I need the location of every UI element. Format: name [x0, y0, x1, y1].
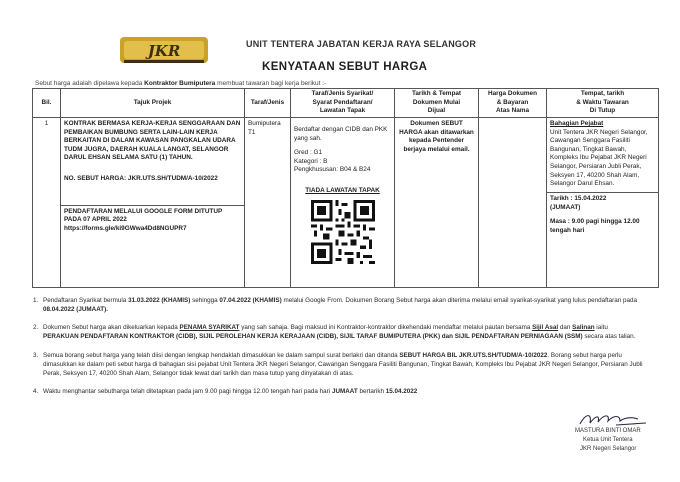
tempat-address: Unit Tentera JKR Negeri Selangor, Cawangan Senggara Fasiliti Bangunan, Tingkat Bawah, Kompleks Ibu Pejabat JKR Negeri Selangor, Persiaran Jubli Perak, Seksyen 17, 40200 Shah Alam, Selangor Darul Ehsan. — [550, 128, 648, 188]
header-harga-line: Harga Dokumen — [487, 90, 537, 97]
document-title: KENYATAAN SEBUT HARGA — [262, 61, 428, 73]
header-harga-line: & Bayaran — [496, 98, 529, 106]
row-taraf: Bumiputera T1 — [245, 117, 291, 287]
notes-section — [33, 296, 645, 405]
site-visit-note: TIADA LAWATAN TAPAK — [305, 187, 380, 195]
header-dokumen-line: Dijual — [427, 107, 446, 115]
tender-table — [32, 88, 659, 288]
syarat-text: Berdaftar dengan CIDB dan PKK yang sah. — [294, 125, 388, 142]
header-bil: Bil. — [33, 89, 61, 118]
table-header-row — [33, 89, 659, 118]
header-syarat — [291, 89, 395, 118]
header-tarikh-dokumen — [395, 89, 479, 118]
kategori: Kategori : B — [294, 157, 328, 165]
row-syarat — [291, 117, 395, 287]
pengkhususan: Pengkhususan: B04 & B24 — [294, 166, 371, 174]
gred: Gred : G1 — [294, 149, 323, 157]
intro-post: membuat tawaran bagi kerja berikut :- — [215, 80, 327, 87]
intro-text — [35, 80, 326, 87]
header-syarat-line: Syarat Pendaftaran/ — [312, 98, 373, 106]
header-tajuk: Tajuk Projek — [61, 89, 245, 118]
intro-pre: Sebut harga adalah dipelawa kepada — [35, 80, 145, 87]
header-dokumen-line: Dokumen Mulai — [412, 98, 461, 106]
signature-mark — [576, 409, 648, 429]
header-dokumen-line: Tarikh & Tempat — [411, 90, 462, 97]
unit-title: UNIT TENTERA JABATAN KERJA RAYA SELANGOR — [246, 39, 477, 49]
header-tempat-line: Di Tutup — [589, 107, 616, 115]
note-text: Dokumen Sebut harga akan dikeluarkan kepada PENAMA SYARIKAT yang sah sahaja. Bagi maksud ini Kontraktor-kontraktor dikehendaki mendaftar melalui pautan bersama Sijil Asal dan Salinan iaitu PERAKUAN PENDAFTARAN KONTRAKTOR (CIDB), SIJIL PEROLEHAN KERJA KERAJAAN (CIDB), SIJIL TARAF BUMIPUTERA (PKK) dan SIJIL PENDAFTARAN PERNIAGAAN (SSM) secara atas talian. — [43, 324, 636, 341]
closing-date: Tarikh : 15.04.2022 — [550, 195, 607, 203]
note-number: 1. — [33, 297, 39, 304]
signatory-department: JKR Negeri Selangor — [580, 446, 637, 452]
tempat-heading: Bahagian Pejabat — [550, 119, 604, 127]
dokumen-text: Dokumen SEBUT HARGA akan ditawarkan kepada Pentender berjaya melalui email. — [399, 119, 474, 153]
header-taraf: Taraf/Jenis — [245, 89, 291, 118]
header-harga — [479, 89, 547, 118]
note-item — [33, 296, 645, 314]
quotation-number: NO. SEBUT HARGA: JKR.UTS.SH/TUDM/A-10/2022 — [64, 175, 218, 183]
qr-code-icon[interactable] — [311, 200, 375, 264]
note-text: Waktu menghantar sebutharga telah ditetapkan pada jam 9.00 pagi hingga 12.00 tengah hari pada hari JUMAAT bertarikh 15.04.2022 — [43, 387, 418, 395]
registration-info: PENDAFTARAN MELALUI GOOGLE FORM DITUTUP PADA 07 APRIL 2022 — [64, 207, 223, 224]
closing-day: (JUMAAT) — [550, 203, 581, 211]
google-form-link[interactable]: https://forms.gle/ki9GWwa4Dd8NGUPR7 — [64, 225, 187, 233]
note-number: 2. — [33, 324, 39, 332]
row-tempat — [547, 117, 659, 287]
row-harga — [479, 117, 547, 287]
project-title: KONTRAK BERMASA KERJA-KERJA SENGGARAAN DAN PEMBAIKAN BUMBUNG SERTA LAIN-LAIN KERJA BERKAITAN DI DALAM KAWASAN PANGKALAN UDARA TUDM JUGRA, DAERAH KUALA LANGAT, SELANGOR DARUL EHSAN SELAMA SATU (1) TAHUN. — [64, 119, 241, 162]
logo-text: JKR — [147, 42, 181, 60]
note-item — [33, 351, 645, 378]
row-project — [61, 117, 245, 287]
intro-contractor: Kontraktor Bumiputera — [144, 80, 216, 87]
row-bil: 1 — [33, 117, 61, 287]
note-item — [33, 387, 645, 396]
closing-time: Masa : 9.00 pagi hingga 12.00 tengah hari — [550, 218, 640, 234]
signatory-role: Ketua Unit Tentera — [583, 437, 633, 443]
header-tempat-line: & Waktu Tawaran — [576, 98, 629, 106]
note-text: Semua borang sebut harga yang telah diisi dengan lengkap hendaklah dimasukkan ke dalam sampul surat berlakri dan ditanda SEBUT HARGA BIL JKR.UTS.SH/TUDM/A-10/2022. Borang sebut harga perlu dimasukkan ke dalam peti sebut harga di bahagian sisi pejabat Unit Tentera JKR Negeri Selangor, Cawangan Senggara Fasiliti Bangunan, Tingkat Bawah, Kompleks Ibu Pejabat JKR Negeri Selangor, Persiaran Jubli Perak, Seksyen 17, 40200 Shah Alam, Selangor tidak lewat dari tarikh dan masa tutup yang dinyatakan di atas. — [43, 351, 643, 377]
header-harga-line: Atas Nama — [495, 107, 530, 115]
header-syarat-line: Lawatan Tapak — [319, 107, 366, 115]
header-tempat — [547, 89, 659, 118]
jkr-logo — [118, 33, 210, 67]
table-row — [33, 117, 659, 287]
header-tempat-line: Tempat, tarikh — [580, 90, 625, 97]
note-item — [33, 323, 645, 341]
note-text: Pendaftaran Syarikat bermula 31.03.2022 (KHAMIS) sehingga 07.04.2022 (KHAMIS) melalui Google From. Dokumen Borang Sebut harga akan diterima melalui email syarikat-syarikat yang lulus pendaftaran pada 08.04.2022 (JUMAAT). — [43, 297, 637, 314]
signatory-name: MASTURA BINTI OMAR — [575, 428, 641, 434]
note-number: 4. — [33, 387, 39, 395]
note-number: 3. — [33, 351, 39, 359]
row-dokumen — [395, 117, 479, 287]
header-syarat-line: Taraf/Jenis Syarikat/ — [311, 90, 374, 97]
